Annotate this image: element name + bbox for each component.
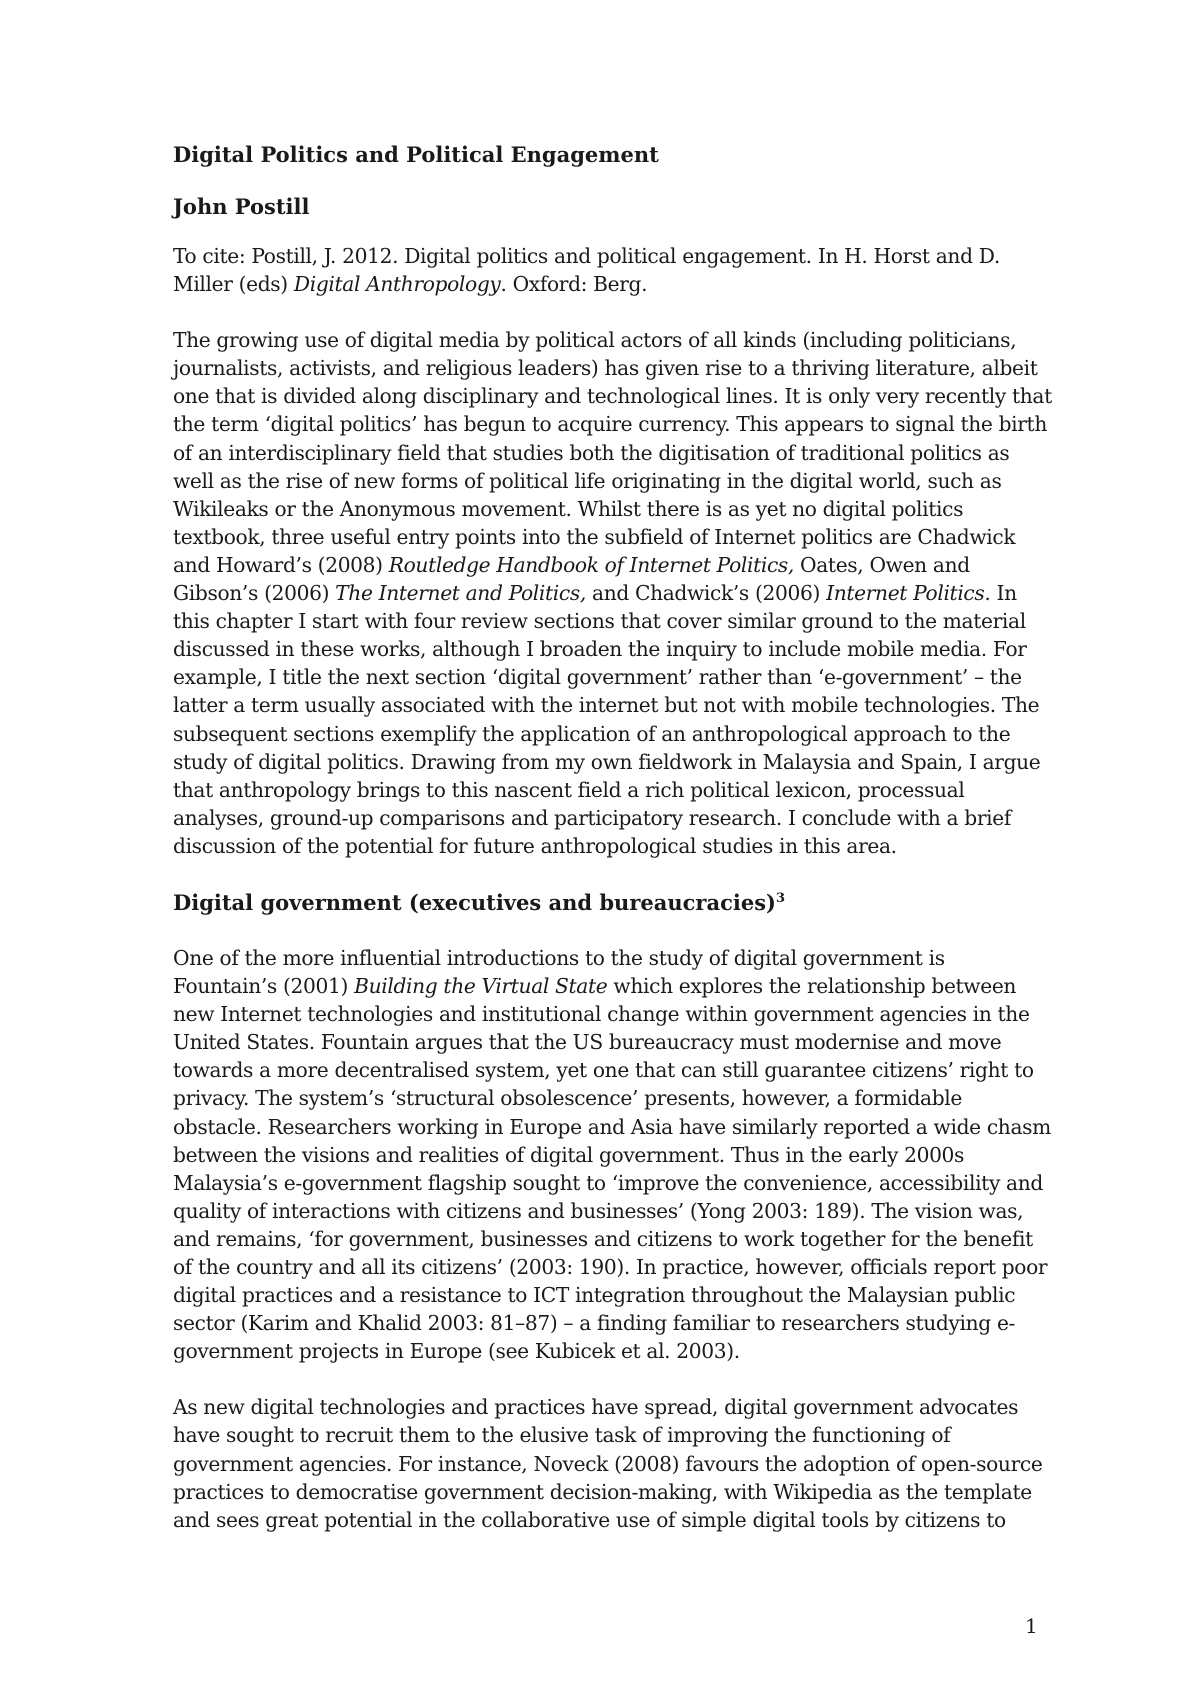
intro-text-2: Oates, Owen and Gibson’s (2006) bbox=[173, 552, 970, 606]
document-body bbox=[173, 140, 1053, 1562]
document-title: Digital Politics and Political Engagement bbox=[173, 142, 659, 167]
citation-paragraph bbox=[173, 242, 1053, 298]
citation-publisher: . Oxford: Berg. bbox=[500, 272, 648, 297]
section-p1-text-a: One of the more influential introductions to the study of digital government is Fountain’s (2001) bbox=[173, 945, 945, 999]
intro-title-3: Internet Politics bbox=[826, 581, 985, 606]
intro-title-1: Routledge Handbook of Internet Politics, bbox=[388, 552, 794, 577]
section-paragraph-2: As new digital technologies and practices have spread, digital government advocates have sought to recruit them to the elusive task of improving the functioning of government agencies. For instance, Noveck (2008) favours the adoption of open-source practices to democratise government decision-making, with Wikipedia as the template and sees great potential in the collaborative use of simple digital tools by citizens to bbox=[173, 1395, 1043, 1532]
section-p1-text-b: which explores the relationship between new Internet technologies and institutional change within government agencies in the United States. Fountain argues that the US bureaucracy must modernise and move towards a more decentralised system, yet one that can still guarantee citizens’ right to privacy. The system’s ‘structural obsolescence’ presents, however, a formidable obstacle. Researchers working in Europe and Asia have similarly reported a wide chasm between the visions and realities of digital government. Thus in the early 2000s Malaysia’s e-government flagship sought to ‘improve the convenience, accessibility and quality of interactions with citizens and businesses’ (Yong 2003: 189). The vision was, and remains, ‘for government, businesses and citizens to work together for the benefit of the country and all its citizens’ (2003: 190). In practice, however, officials report poor digital practices and a resistance to ICT integration throughout the Malaysian public sector (Karim and Khalid 2003: 81–87) – a finding familiar to researchers studying e-government projects in Europe (see Kubicek et al. 2003). bbox=[173, 974, 1051, 1364]
intro-text-1: The growing use of digital media by political actors of all kinds (including politicians, journalists, activists, and religious leaders) has given rise to a thriving literature, albeit one that is divided along disciplinary and technological lines. It is only very recently that the term ‘digital politics’ has begun to acquire currency. This appears to signal the birth of an interdisciplinary field that studies both the digitisation of traditional politics as well as the rise of new forms of political life originating in the digital world, such as Wikileaks or the Anonymous movement. Whilst there is as yet no digital politics textbook, three useful entry points into the subfield of Internet politics are Chadwick and Howard’s (2008) bbox=[173, 328, 1052, 577]
section-p1-book-title: Building the Virtual State bbox=[354, 974, 608, 999]
page-number: 1 bbox=[1025, 1614, 1038, 1638]
section-heading bbox=[173, 888, 1053, 918]
section-heading-text: Digital government (executives and bureaucracies) bbox=[173, 889, 776, 915]
intro-title-2: The Internet and Politics, bbox=[335, 581, 586, 606]
intro-text-4: . In this chapter I start with four review sections that cover similar ground to the material discussed in these works, although I broaden the inquiry to include mobile media. For example, I title the next section ‘digital government’ rather than ‘e-government’ – the latter a term usually associated with the internet but not with mobile technologies. The subsequent sections exemplify the application of an anthropological approach to the study of digital politics. Drawing from my own fieldwork in Malaysia and Spain, I argue that anthropology brings to this nascent field a rich political lexicon, processual analyses, ground-up comparisons and participatory research. I conclude with a brief discussion of the potential for future anthropological studies in this area. bbox=[173, 581, 1041, 858]
section-paragraph-1 bbox=[173, 944, 1053, 1365]
footnote-marker: 3 bbox=[775, 890, 786, 906]
intro-paragraph bbox=[173, 326, 1053, 860]
author-name: John Postill bbox=[173, 194, 310, 219]
citation-book-title: Digital Anthropology bbox=[293, 272, 501, 297]
citation-text: To cite: Postill, J. 2012. Digital politics and political engagement. In H. Horst and D. Miller (eds) bbox=[173, 244, 1000, 297]
intro-text-3: and Chadwick’s (2006) bbox=[585, 581, 827, 606]
